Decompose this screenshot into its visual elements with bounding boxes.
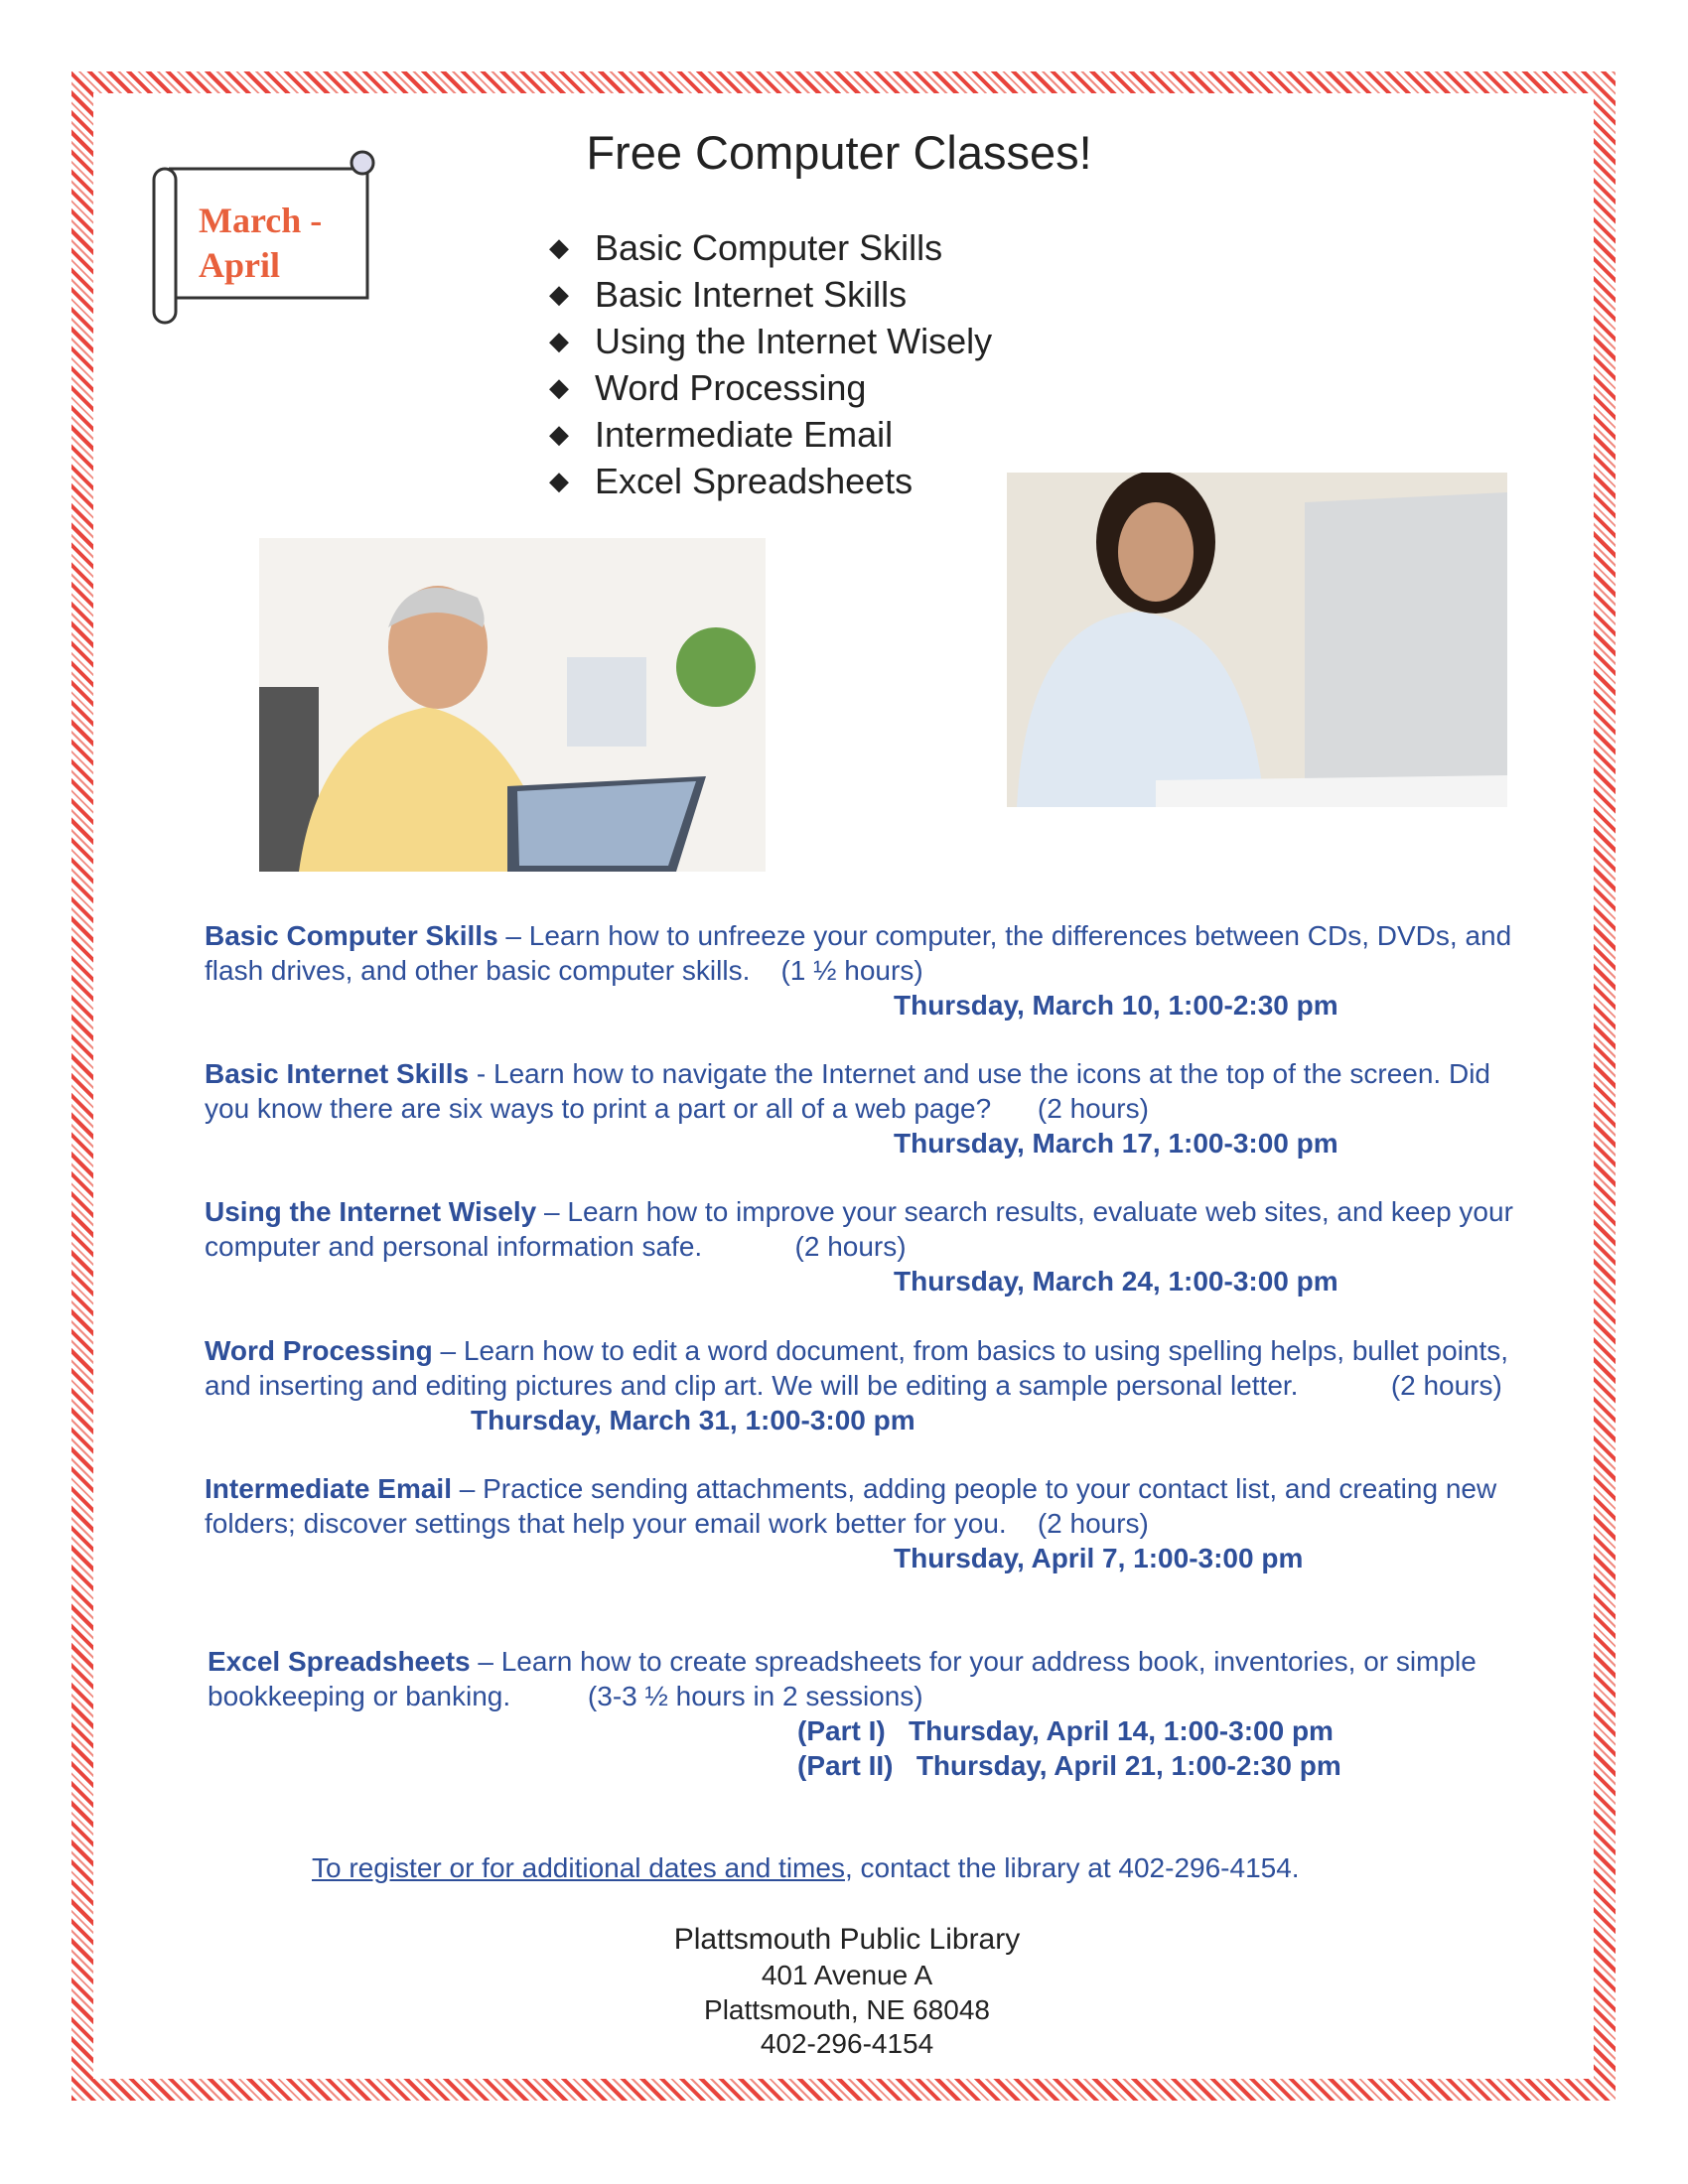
list-item	[549, 318, 992, 364]
list-item	[549, 364, 992, 411]
class-desc: Practice sending attachments, adding people to your contact list, and creating new folders; discover settings that help your email work better for you.	[205, 1473, 1497, 1539]
diamond-bullet-icon: ◆	[549, 466, 569, 495]
registration-note	[312, 1852, 1300, 1884]
class-desc: Learn how to unfreeze your computer, the differences between CDs, DVDs, and flash drives, and other basic computer skills.	[205, 920, 1512, 986]
separator: –	[536, 1196, 568, 1227]
class-date: Thursday, April 14, 1:00-3:00 pm	[909, 1715, 1334, 1746]
class-date: Thursday, April 7, 1:00-3:00 pm	[894, 1543, 1304, 1573]
list-item-label: Using the Internet Wisely	[595, 321, 993, 361]
part-label: (Part II)	[797, 1750, 894, 1781]
class-duration: (2 hours)	[1037, 1508, 1149, 1539]
register-link[interactable]: To register or for additional dates and times	[312, 1852, 845, 1883]
register-contact: , contact the library at 402-296-4154.	[844, 1852, 1300, 1883]
list-item	[549, 224, 992, 271]
class-description	[205, 1471, 1535, 1575]
session-part	[208, 1713, 1538, 1748]
class-date: Thursday, March 10, 1:00-2:30 pm	[894, 990, 1338, 1021]
separator: –	[432, 1335, 464, 1366]
class-name: Using the Internet Wisely	[205, 1196, 537, 1227]
diamond-bullet-icon: ◆	[549, 279, 569, 309]
class-description	[205, 1333, 1535, 1437]
diamond-bullet-icon: ◆	[549, 232, 569, 262]
list-item	[549, 411, 992, 458]
diamond-bullet-icon: ◆	[549, 372, 569, 402]
list-item-label: Word Processing	[595, 367, 867, 408]
list-item-label: Basic Internet Skills	[595, 274, 908, 315]
class-description	[205, 918, 1535, 1023]
diamond-bullet-icon: ◆	[549, 326, 569, 355]
session-part	[208, 1748, 1538, 1783]
class-name: Excel Spreadsheets	[208, 1646, 471, 1677]
class-description	[205, 1056, 1535, 1160]
list-item-label: Basic Computer Skills	[595, 227, 943, 268]
library-address: 401 Avenue A	[761, 1960, 933, 1990]
class-desc: Learn how to create spreadsheets for your address book, inventories, or simple bookkeeping or banking.	[208, 1646, 1477, 1711]
banner-line: March -	[199, 201, 323, 240]
photo-man-with-tablet	[259, 538, 766, 872]
list-item-label: Excel Spreadsheets	[595, 461, 914, 501]
class-duration: (1 ½ hours)	[780, 955, 923, 986]
photo-woman-with-laptop	[1007, 473, 1507, 807]
separator: –	[451, 1473, 484, 1504]
class-name: Word Processing	[205, 1335, 433, 1366]
class-desc: Learn how to improve your search results, evaluate web sites, and keep your computer and personal information safe.	[205, 1196, 1513, 1262]
banner-line: April	[199, 245, 281, 285]
list-item	[549, 458, 992, 504]
class-list	[549, 224, 992, 504]
library-city: Plattsmouth, NE 68048	[704, 1994, 990, 2025]
separator: -	[469, 1058, 493, 1089]
class-date: Thursday, March 31, 1:00-3:00 pm	[471, 1405, 915, 1435]
page-title: Free Computer Classes!	[586, 126, 1092, 179]
class-duration: (2 hours)	[1390, 1370, 1502, 1401]
class-date: Thursday, March 24, 1:00-3:00 pm	[894, 1266, 1338, 1297]
class-name: Basic Computer Skills	[205, 920, 498, 951]
list-item-label: Intermediate Email	[595, 414, 894, 455]
class-duration: (2 hours)	[1037, 1093, 1149, 1124]
class-name: Intermediate Email	[205, 1473, 452, 1504]
diamond-bullet-icon: ◆	[549, 419, 569, 449]
class-date: Thursday, March 17, 1:00-3:00 pm	[894, 1128, 1338, 1159]
separator: –	[497, 920, 529, 951]
class-description	[205, 1194, 1535, 1298]
list-item	[549, 271, 992, 318]
date-range-banner	[199, 199, 322, 288]
class-duration: (2 hours)	[794, 1231, 907, 1262]
library-name: Plattsmouth Public Library	[673, 1923, 1021, 1956]
class-desc: Learn how to navigate the Internet and use the icons at the top of the screen. Did you know there are six ways to print a part or all of a web page?	[205, 1058, 1490, 1124]
class-description	[208, 1644, 1538, 1783]
part-label: (Part I)	[797, 1715, 886, 1746]
separator: –	[470, 1646, 501, 1677]
class-date: Thursday, April 21, 1:00-2:30 pm	[915, 1750, 1341, 1781]
class-duration: (3-3 ½ hours in 2 sessions)	[587, 1681, 923, 1711]
library-phone: 402-296-4154	[760, 2028, 934, 2059]
class-desc: Learn how to edit a word document, from basics to using spelling helps, bullet points, and inserting and editing pictures and clip art. We will be editing a sample personal letter.	[205, 1335, 1509, 1401]
class-name: Basic Internet Skills	[205, 1058, 470, 1089]
